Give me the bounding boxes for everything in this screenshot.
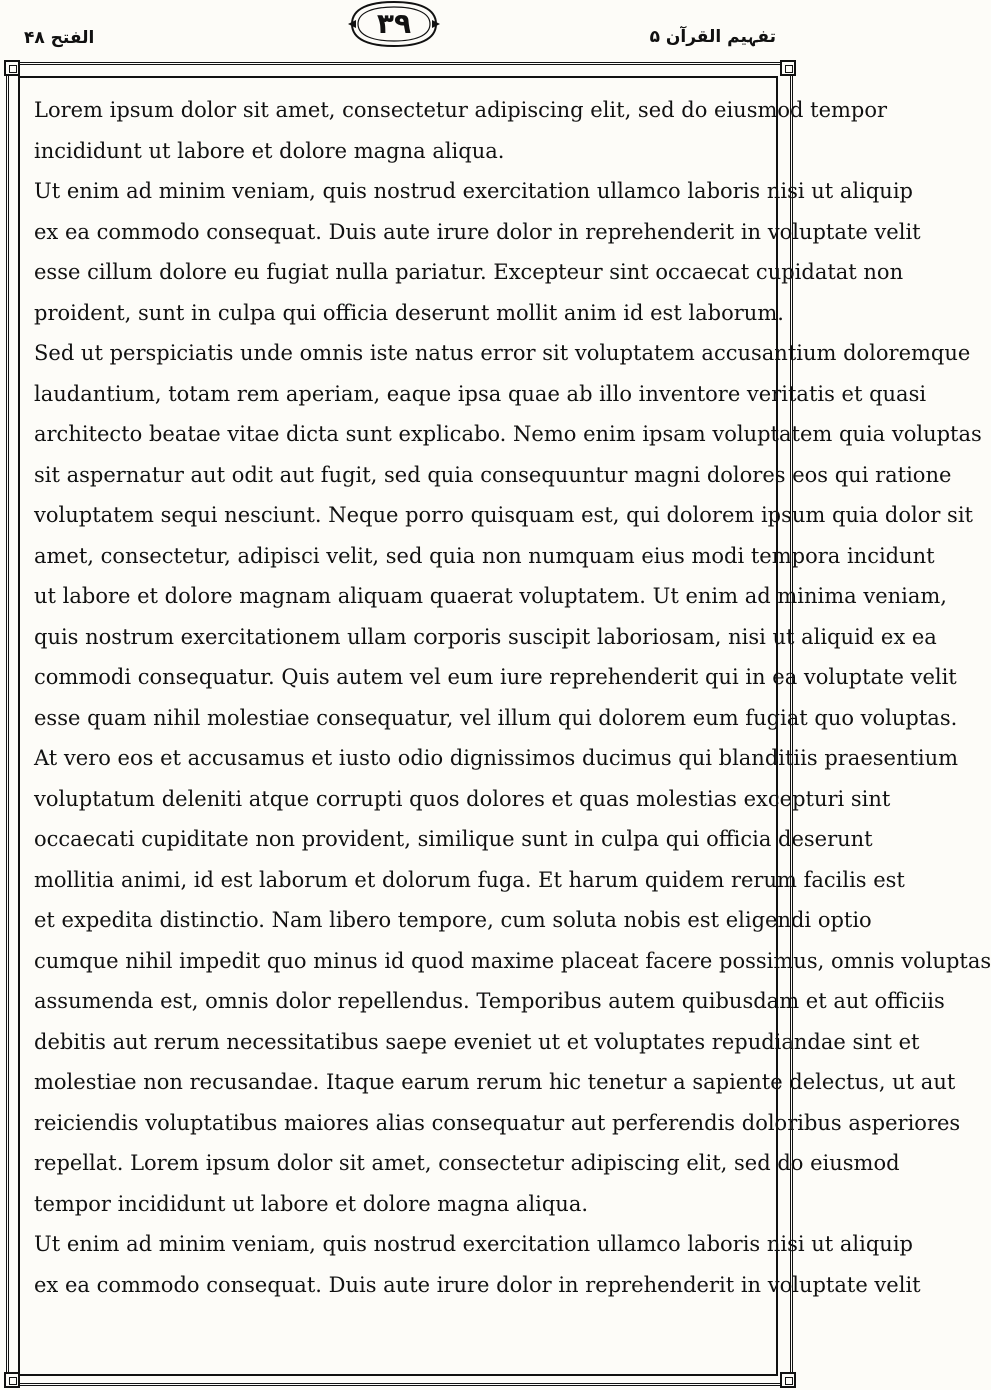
text-line: amet, consectetur, adipisci velit, sed quia non numquam eius modi tempora incidunt bbox=[34, 543, 935, 568]
text-line: architecto beatae vitae dicta sunt explicabo. Nemo enim ipsam voluptatem quia voluptas bbox=[34, 422, 982, 446]
page-number: ۳۹ bbox=[376, 7, 412, 40]
text-line: Sed ut perspiciatis unde omnis iste natus error sit voluptatem accusantium doloremque bbox=[34, 341, 971, 365]
text-line: At vero eos et accusamus et iusto odio dignissimos ducimus qui blanditiis praesentium bbox=[34, 746, 959, 770]
text-line: incididunt ut labore et dolore magna aliqua. bbox=[34, 138, 505, 163]
frame-corner-ornament-icon bbox=[780, 1372, 796, 1388]
text-line: sit aspernatur aut odit aut fugit, sed quia consequuntur magni dolores eos qui ratione bbox=[34, 462, 952, 487]
text-line: esse cillum dolore eu fugiat nulla pariatur. Excepteur sint occaecat cupidatat non bbox=[34, 260, 904, 284]
body-text bbox=[34, 90, 991, 1305]
paragraph bbox=[34, 738, 991, 1224]
text-line: voluptatem sequi nesciunt. Neque porro quisquam est, qui dolorem ipsum quia dolor sit bbox=[34, 503, 973, 527]
running-head-left: الفتح ۴۸ bbox=[24, 28, 95, 48]
paragraph bbox=[34, 333, 982, 738]
paragraph bbox=[34, 90, 888, 171]
text-line: et expedita distinctio. Nam libero tempore, cum soluta nobis est eligendi optio bbox=[34, 908, 872, 932]
text-line: occaecati cupiditate non provident, similique sunt in culpa qui officia deserunt bbox=[34, 827, 873, 851]
text-line: Ut enim ad minim veniam, quis nostrud exercitation ullamco laboris nisi ut aliquip bbox=[34, 1232, 913, 1256]
text-line: ex ea commodo consequat. Duis aute irure dolor in reprehenderit in voluptate velit bbox=[34, 1272, 921, 1297]
text-line: Lorem ipsum dolor sit amet, consectetur adipiscing elit, sed do eiusmod tempor bbox=[34, 98, 888, 122]
text-line: mollitia animi, id est laborum et dolorum fuga. Et harum quidem rerum facilis est bbox=[34, 867, 905, 892]
text-line: reiciendis voluptatibus maiores alias consequatur aut perferendis doloribus asperiores bbox=[34, 1110, 961, 1135]
text-line: repellat. Lorem ipsum dolor sit amet, consectetur adipiscing elit, sed do eiusmod bbox=[34, 1151, 900, 1175]
text-line: esse quam nihil molestiae consequatur, vel illum qui dolorem eum fugiat quo voluptas. bbox=[34, 705, 958, 730]
running-head-right: تفہیم القرآن ۵ bbox=[649, 27, 776, 47]
text-line: cumque nihil impedit quo minus id quod maxime placeat facere possimus, omnis voluptas bbox=[34, 948, 991, 973]
text-line: ut labore et dolore magnam aliquam quaerat voluptatem. Ut enim ad minima veniam, bbox=[34, 584, 947, 608]
text-line: proident, sunt in culpa qui officia deserunt mollit anim id est laborum. bbox=[34, 300, 784, 325]
text-line: assumenda est, omnis dolor repellendus. Temporibus autem quibusdam et aut officiis bbox=[34, 989, 945, 1013]
frame-corner-ornament-icon bbox=[4, 1372, 20, 1388]
text-line: voluptatum deleniti atque corrupti quos dolores et quas molestias excepturi sint bbox=[34, 786, 891, 811]
text-line: tempor incididunt ut labore et dolore magna aliqua. bbox=[34, 1191, 589, 1216]
text-line: debitis aut rerum necessitatibus saepe eveniet ut et voluptates repudiandae sint et bbox=[34, 1029, 920, 1054]
paragraph bbox=[34, 1224, 921, 1305]
text-line: quis nostrum exercitationem ullam corporis suscipit laboriosam, nisi ut aliquid ex ea bbox=[34, 624, 937, 649]
page-header bbox=[0, 0, 800, 56]
frame-corner-ornament-icon bbox=[780, 60, 796, 76]
text-line: commodi consequatur. Quis autem vel eum iure reprehenderit qui in ea voluptate velit bbox=[34, 665, 957, 689]
paragraph bbox=[34, 171, 921, 333]
text-line: ex ea commodo consequat. Duis aute irure dolor in reprehenderit in voluptate velit bbox=[34, 219, 921, 244]
frame-corner-ornament-icon bbox=[4, 60, 20, 76]
text-line: laudantium, totam rem aperiam, eaque ipsa quae ab illo inventore veritatis et quasi bbox=[34, 381, 927, 406]
text-line: Ut enim ad minim veniam, quis nostrud exercitation ullamco laboris nisi ut aliquip bbox=[34, 179, 913, 203]
text-line: molestiae non recusandae. Itaque earum rerum hic tenetur a sapiente delectus, ut aut bbox=[34, 1070, 956, 1094]
